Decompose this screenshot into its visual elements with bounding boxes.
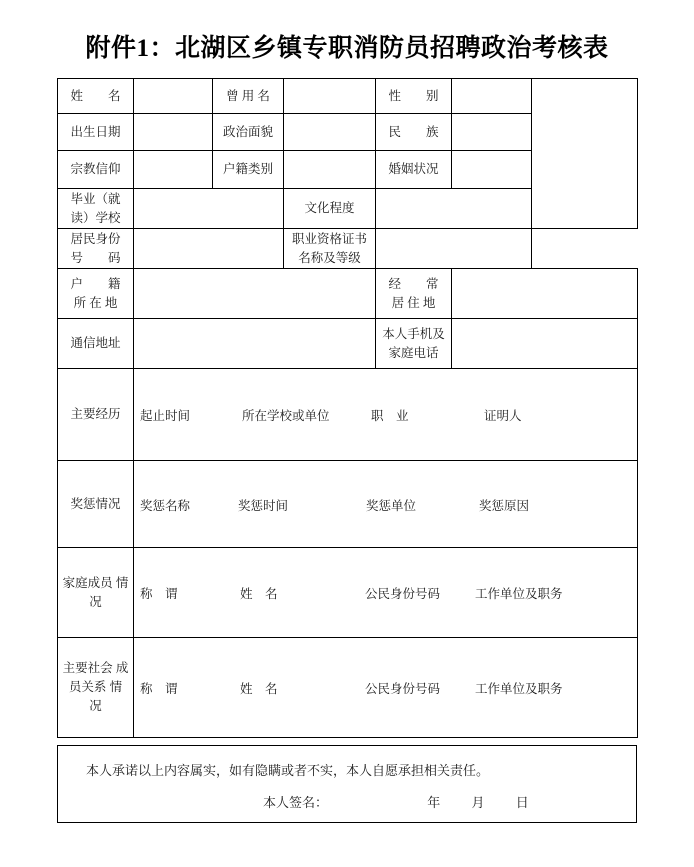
- label-school-line2: 读）学校: [70, 210, 121, 225]
- political-review-form-table: [57, 78, 638, 738]
- signature-label[interactable]: 本人签名：: [263, 795, 329, 810]
- label-family-line1: 家庭成员: [62, 575, 113, 590]
- label-certificate: [284, 229, 376, 269]
- label-phone: [376, 319, 452, 369]
- label-social: [58, 638, 148, 738]
- social-header-relation: 称 谓: [140, 682, 178, 696]
- family-header-relation: 称 谓: [140, 587, 178, 601]
- label-residence-line2: 居 住 地: [391, 295, 436, 310]
- family-header-name: 姓 名: [240, 587, 278, 601]
- rewards-header-org: 奖惩单位: [366, 498, 417, 513]
- family-column-headers: [134, 584, 637, 606]
- label-marital-status: 婚姻状况: [376, 151, 452, 189]
- experience-column-headers: [134, 406, 637, 428]
- page-title: 附件1：北湖区乡镇专职消防员招聘政治考核表: [85, 35, 609, 62]
- value-gender[interactable]: [452, 79, 532, 114]
- label-social-line3: 情 况: [89, 680, 148, 713]
- label-household-place-line1: 户 籍: [70, 277, 121, 292]
- label-family-line2: 情 况: [89, 575, 154, 609]
- label-household-place-line2: 所 在 地: [73, 295, 118, 310]
- value-school[interactable]: [134, 189, 284, 229]
- experience-header-job: 职 业: [371, 409, 409, 423]
- date-year[interactable]: 年: [427, 795, 441, 810]
- label-social-line2: 成员关系: [68, 661, 129, 695]
- value-experience[interactable]: [134, 369, 638, 461]
- rewards-header-time: 奖惩时间: [238, 498, 289, 513]
- pledge-box: [57, 745, 637, 823]
- value-name[interactable]: [134, 79, 213, 114]
- value-household-type[interactable]: [284, 151, 376, 189]
- label-id-number-line2: 号 码: [70, 250, 121, 265]
- table-row-experience: [58, 369, 638, 461]
- value-id-number[interactable]: [134, 229, 284, 269]
- value-ethnicity[interactable]: [452, 114, 532, 151]
- experience-header-org: 所在学校或单位: [242, 409, 330, 423]
- label-residence-line1: 经 常: [388, 277, 439, 292]
- table-row-name: [58, 79, 638, 114]
- label-school: [58, 189, 134, 229]
- value-education-level[interactable]: [376, 189, 532, 229]
- label-political-status: 政治面貌: [213, 114, 284, 151]
- label-rewards: 奖惩情况: [58, 461, 134, 548]
- date-month[interactable]: 月: [471, 795, 485, 810]
- date-day[interactable]: 日: [515, 795, 529, 810]
- rewards-header-name: 奖惩名称: [140, 498, 191, 513]
- label-birth-date: 出生日期: [58, 114, 134, 151]
- label-school-line1: 毕业（就: [70, 192, 121, 207]
- label-experience: 主要经历: [58, 369, 134, 461]
- label-religion: 宗教信仰: [58, 151, 134, 189]
- label-family: [58, 548, 154, 638]
- pledge-statement: 本人承诺以上内容属实，如有隐瞒或者不实，本人自愿承担相关责任。: [86, 763, 490, 778]
- label-id-number: [58, 229, 134, 269]
- label-education-level: 文化程度: [284, 189, 376, 229]
- value-residence[interactable]: [452, 269, 638, 319]
- social-header-name: 姓 名: [240, 682, 278, 696]
- social-column-headers: [134, 679, 637, 701]
- photo-box[interactable]: [532, 79, 638, 229]
- table-row-household-place: [58, 269, 638, 319]
- label-name: 姓 名: [58, 79, 134, 114]
- experience-header-period: 起止时间: [140, 409, 191, 423]
- value-birth-date[interactable]: [134, 114, 213, 151]
- label-gender: 性 别: [376, 79, 452, 114]
- family-header-work: 工作单位及职务: [475, 587, 563, 601]
- social-header-work: 工作单位及职务: [475, 682, 563, 696]
- value-certificate[interactable]: [376, 229, 532, 269]
- label-certificate-line2: 名称及等级: [298, 250, 361, 265]
- table-row-family: [58, 548, 638, 638]
- value-phone[interactable]: [452, 319, 638, 369]
- value-marital-status[interactable]: [452, 151, 532, 189]
- family-header-id: 公民身份号码: [365, 587, 441, 601]
- label-former-name: 曾 用 名: [213, 79, 284, 114]
- value-mailing-address[interactable]: [134, 319, 376, 369]
- value-former-name[interactable]: [284, 79, 376, 114]
- rewards-column-headers: [134, 496, 637, 518]
- value-household-place[interactable]: [134, 269, 376, 319]
- signature-row: [263, 792, 529, 811]
- value-family[interactable]: [134, 548, 638, 638]
- rewards-header-reason: 奖惩原因: [479, 498, 530, 513]
- value-social[interactable]: [134, 638, 638, 738]
- label-social-line1: 主要社会: [62, 661, 113, 676]
- label-ethnicity: 民 族: [376, 114, 452, 151]
- label-household-place: [58, 269, 134, 319]
- label-id-number-line1: 居民身份: [70, 232, 121, 247]
- social-header-id: 公民身份号码: [365, 682, 441, 696]
- label-residence: [376, 269, 452, 319]
- label-household-type: 户籍类别: [213, 151, 284, 189]
- experience-header-witness: 证明人: [484, 409, 522, 423]
- value-religion[interactable]: [134, 151, 213, 189]
- label-certificate-line1: 职业资格证书: [291, 232, 367, 247]
- label-phone-line2: 家庭电话: [388, 345, 439, 360]
- label-mailing-address: 通信地址: [58, 319, 134, 369]
- table-row-rewards: [58, 461, 638, 548]
- table-row-id-number: [58, 229, 638, 269]
- table-row-mailing-address: [58, 319, 638, 369]
- table-row-social: [58, 638, 638, 738]
- label-phone-line1: 本人手机及: [382, 327, 445, 342]
- value-rewards[interactable]: [134, 461, 638, 548]
- date-fields: [427, 792, 529, 811]
- value-political-status[interactable]: [284, 114, 376, 151]
